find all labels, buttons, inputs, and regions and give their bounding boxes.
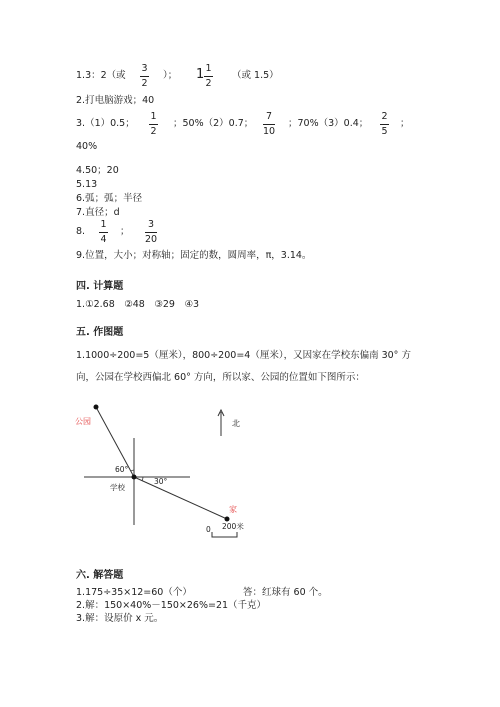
answer-1-prefix: 1.3：2（或 xyxy=(76,70,126,81)
school-home-line xyxy=(134,477,227,519)
answer-1-suffix: （或 1.5） xyxy=(232,70,279,81)
fraction-denominator: 2 xyxy=(150,126,157,137)
fraction-denominator: 4 xyxy=(100,234,107,245)
answer-1-mid: ）； xyxy=(163,70,178,81)
section-4-line: 1.①2.68 ②48 ③29 ④3 xyxy=(76,299,200,310)
fraction-denominator: 2 xyxy=(205,78,212,89)
answer-3-prefix: 3.（1）0.5； xyxy=(76,118,135,129)
answer-6: 6.弧；弧；半径 xyxy=(76,193,143,204)
answer-3-text-1: ；50%（2）0.7； xyxy=(173,118,254,129)
home-point xyxy=(225,517,230,522)
section-4-title: 四. 计算题 xyxy=(76,281,124,292)
fraction-numerator: 1 xyxy=(205,63,212,74)
fraction-denominator: 5 xyxy=(381,126,388,137)
section-6-line-1: 1.175÷35×12=60（个） xyxy=(76,587,192,598)
north-label: 北 xyxy=(232,419,240,428)
section-5-line-1: 1.1000÷200=5（厘米），800÷200=4（厘米），又因家在学校东偏南 30° 方 xyxy=(76,350,411,361)
answer-2: 2.打电脑游戏；40 xyxy=(76,95,155,106)
scale-zero-label: 0 xyxy=(206,525,211,534)
fraction-denominator: 10 xyxy=(263,126,276,137)
angle-60-label: 60° xyxy=(115,465,129,474)
answer-3-continued: 40% xyxy=(76,141,98,152)
answer-8-prefix: 8. xyxy=(76,226,86,237)
school-point xyxy=(132,475,137,480)
section-6-line-2: 2.解：150×40%－150×26%=21（千克） xyxy=(76,600,267,611)
angle-30-label: 30° xyxy=(154,477,168,486)
fraction-denominator: 2 xyxy=(141,78,148,89)
section-6-line-1-answer: 答：红球有 60 个。 xyxy=(243,587,328,598)
home-label: 家 xyxy=(229,505,237,514)
answer-5: 5.13 xyxy=(76,179,98,190)
fraction-numerator: 3 xyxy=(141,63,148,74)
answer-3-text-3: ； xyxy=(400,118,410,129)
section-6-title: 六. 解答题 xyxy=(76,570,124,581)
scale-length-label: 200米 xyxy=(222,522,244,531)
school-label: 学校 xyxy=(110,483,125,492)
angle-30-arc xyxy=(142,477,143,481)
answer-8-separator: ； xyxy=(120,226,130,237)
fraction-denominator: 20 xyxy=(145,234,158,245)
fraction-numerator: 2 xyxy=(381,111,388,122)
fraction-numerator: 1 xyxy=(150,111,157,122)
park-point xyxy=(94,405,99,410)
section-5-line-2: 向，公园在学校西偏北 60° 方向，所以家、公园的位置如下图所示： xyxy=(76,372,365,383)
scale-bar xyxy=(212,532,237,537)
fraction-numerator: 1 xyxy=(100,219,107,230)
answer-3-text-2: ；70%（3）0.4； xyxy=(288,118,369,129)
answer-4: 4.50；20 xyxy=(76,165,119,176)
fraction-numerator: 7 xyxy=(266,111,273,122)
section-6-line-3: 3.解：设原价 x 元。 xyxy=(76,613,164,624)
fraction-numerator: 3 xyxy=(148,219,155,230)
mixed-whole: 1 xyxy=(196,67,205,82)
section-5-title: 五. 作图题 xyxy=(76,327,124,338)
park-label: 公园 xyxy=(75,417,91,426)
answer-9: 9.位置，大小；对称轴；固定的数，圆周率，π，3.14。 xyxy=(76,250,312,261)
answer-7: 7.直径；d xyxy=(76,207,120,218)
